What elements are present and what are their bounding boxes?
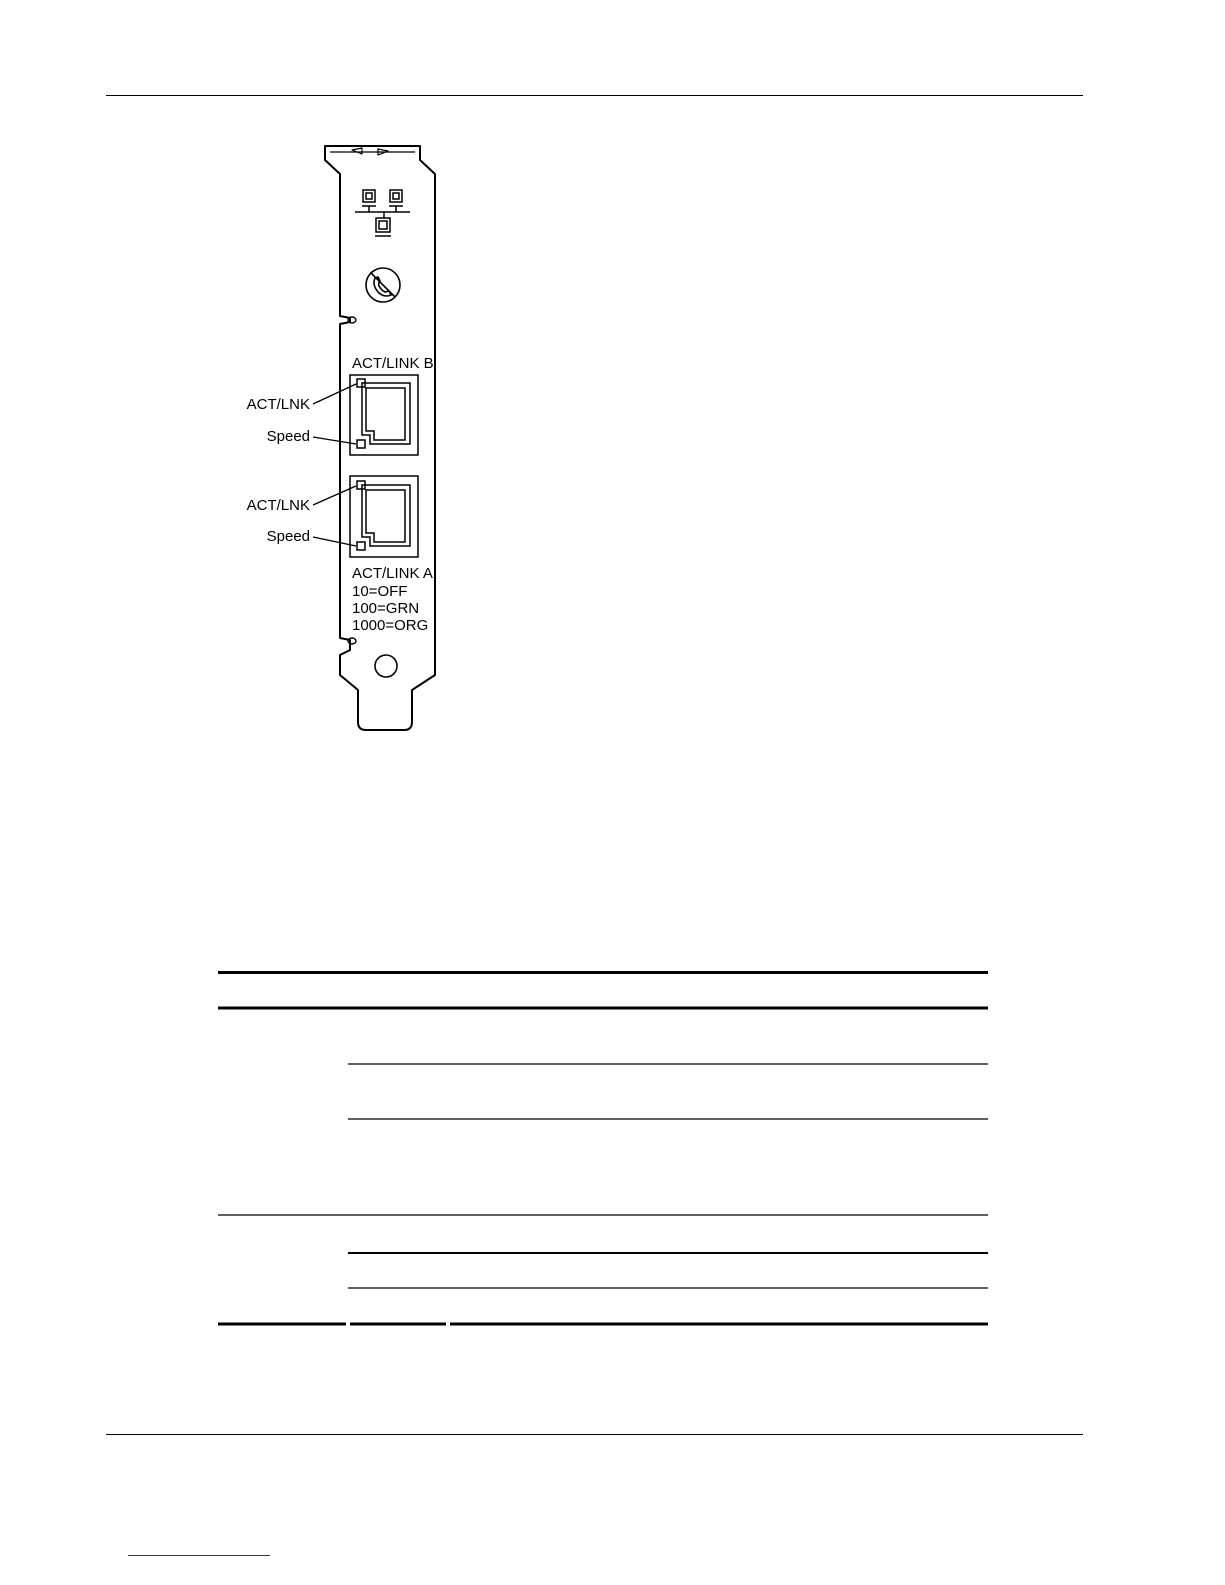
port-b <box>350 375 418 455</box>
bracket-top-tab <box>325 146 420 160</box>
speed-legend-10: 10=OFF <box>352 583 408 600</box>
speed-legend-1000: 1000=ORG <box>352 617 429 634</box>
network-icon <box>355 190 410 236</box>
callout-act-lnk-a: ACT/LNK <box>246 497 310 514</box>
port-b-speed-led <box>357 440 365 448</box>
port-a-label: ACT/LINK A <box>352 565 433 582</box>
callout-act-lnk-b: ACT/LNK <box>246 396 310 413</box>
callout-speed-b: Speed <box>266 428 310 445</box>
screw-hole <box>375 655 397 677</box>
callout-speed-a: Speed <box>266 528 310 545</box>
nic-bracket-figure <box>0 0 1225 760</box>
led-status-table <box>218 971 988 1326</box>
speed-legend-100: 100=GRN <box>352 600 420 617</box>
footer-link-underline[interactable] <box>128 1555 270 1556</box>
footer-rule <box>106 1434 1083 1435</box>
no-phone-icon <box>366 268 400 302</box>
port-a <box>350 476 418 557</box>
port-a-speed-led <box>357 542 365 550</box>
port-b-label: ACT/LINK B <box>352 355 434 372</box>
